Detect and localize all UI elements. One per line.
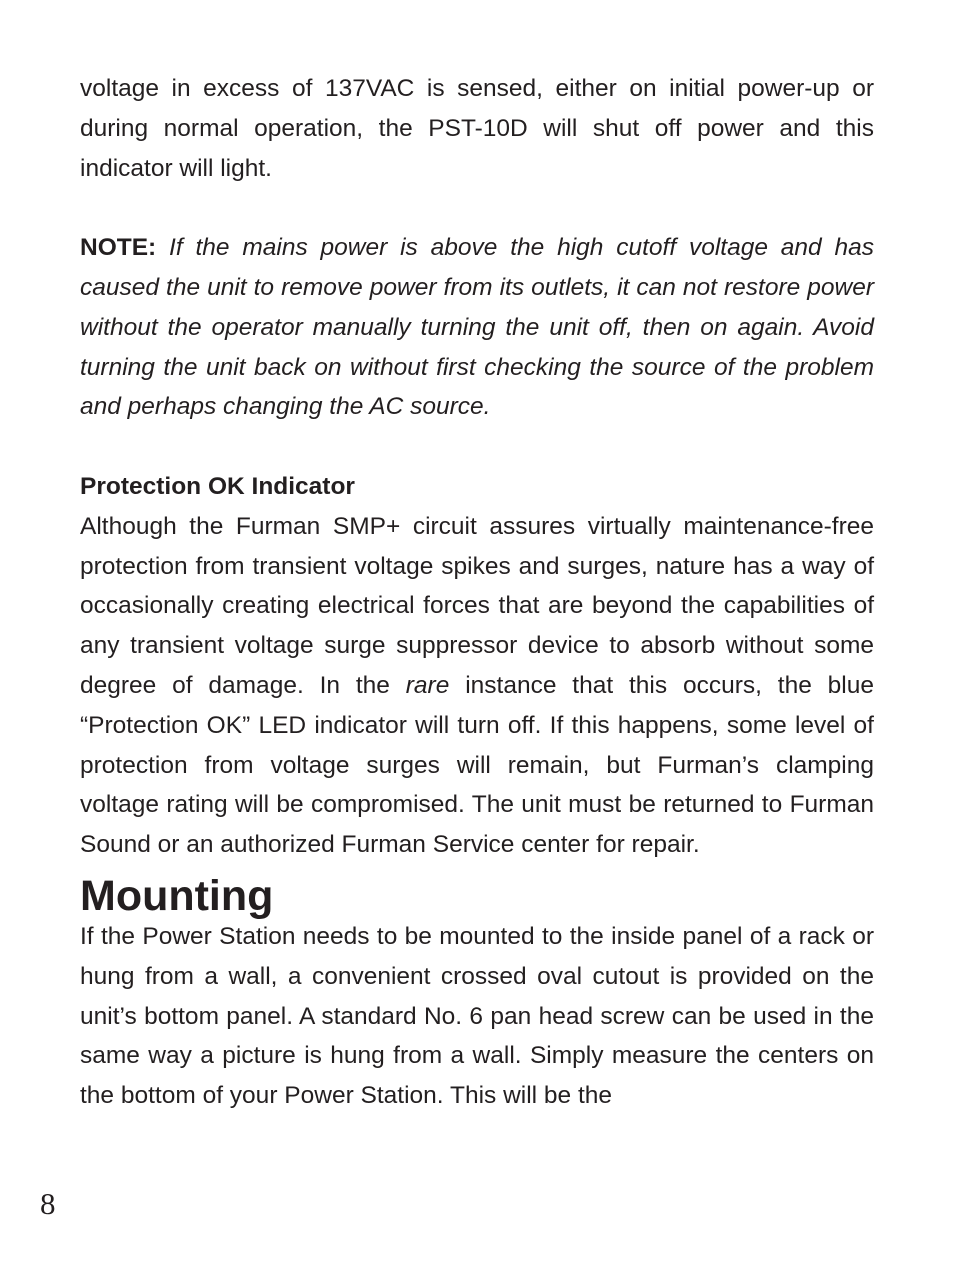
protection-text-part-1: Although the Furman SMP+ circuit assures virtually maintenance-free protection from transient voltage spikes and surges, nature has a way of occasionally creating electrical forces that are beyond the capabilities of any transient voltage surge suppressor device to absorb without some degree of damage. In the <box>80 512 874 699</box>
paragraph-spacer <box>80 188 874 228</box>
protection-text-part-2: instance that this occurs, the blue “Protection OK” LED indicator will turn off. If this happens, some level of protection from voltage surges will remain, but Furman’s clamping voltage rating will be compromised. The unit must be returned to Furman Sound or an authorized Furman Service center for repair. <box>80 671 874 859</box>
protection-ok-heading: Protection OK Indicator <box>80 472 355 500</box>
mounting-paragraph: If the Power Station needs to be mounted to the inside panel of a rack or hung from a wall, a convenient crossed oval cutout is provided on the unit’s bottom panel. A standard No. 6 pan head screw can be used in the same way a picture is hung from a wall. Simply measure the centers on the bottom of your Power Station. This will be the <box>80 922 874 1110</box>
manual-page <box>80 69 874 1116</box>
intro-paragraph: voltage in excess of 137VAC is sensed, either on initial power-up or during normal operation, the PST-10D will shut off power and this indicator will light. <box>80 75 874 182</box>
mounting-title: Mounting <box>80 871 274 920</box>
rare-emphasis: rare <box>405 671 450 699</box>
note-paragraph <box>80 228 874 427</box>
paragraph-spacer <box>80 427 874 467</box>
page-number: 8 <box>40 1186 56 1221</box>
protection-ok-paragraph <box>80 507 874 865</box>
note-label: NOTE: <box>80 234 157 262</box>
note-text: If the mains power is above the high cutoff voltage and has caused the unit to remove power from its outlets, it can not restore power without the operator manually turning the unit off, then on again. Avoid turning the unit back on without first checking the source of the problem and perhaps changing the AC source. <box>80 234 874 421</box>
